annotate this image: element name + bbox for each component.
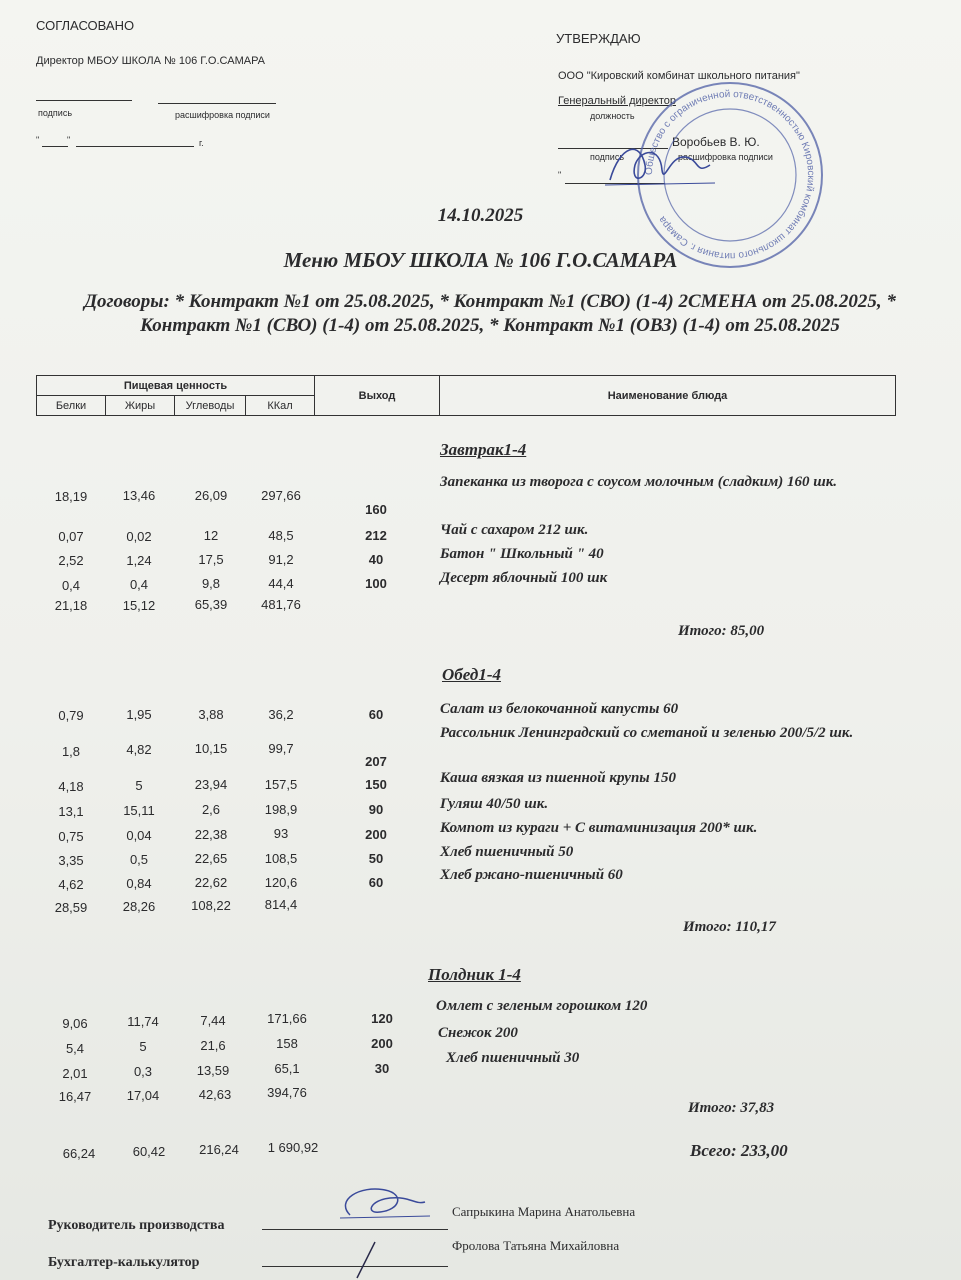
fats-sum: 17,04	[126, 1088, 160, 1103]
kcal-sum: 394,76	[267, 1085, 307, 1100]
section-title-breakfast: Завтрак1-4	[440, 440, 527, 459]
signature-line	[262, 1266, 448, 1267]
fats-value: 1,95	[126, 707, 152, 722]
proteins-value: 0,75	[58, 829, 84, 844]
dish-name: Батон " Школьный " 40	[440, 546, 604, 562]
right-date-line	[565, 183, 665, 184]
col-carbs: Углеводы	[175, 396, 246, 416]
dish-name: Чай с сахаром 212 шк.	[440, 522, 589, 538]
accountant-signature	[345, 1240, 385, 1280]
signature-line	[262, 1229, 448, 1230]
date-month-line	[76, 146, 194, 147]
proteins-sum: 21,18	[54, 598, 88, 613]
kcal-sum: 481,76	[261, 597, 301, 612]
fats-value: 0,02	[126, 529, 152, 544]
kcal-value: 48,5	[268, 528, 294, 543]
caption-decoding: расшифровка подписи	[175, 110, 270, 120]
output-value: 30	[374, 1061, 390, 1076]
carbs-grand-total: 216,24	[199, 1142, 239, 1157]
fats-sum: 15,12	[122, 598, 156, 613]
fats-value: 4,82	[126, 742, 152, 757]
carbs-sum: 42,63	[198, 1087, 232, 1102]
dish-name: Хлеб ржано-пшеничный 60	[440, 867, 623, 883]
kcal-value: 108,5	[264, 851, 298, 866]
proteins-value: 13,1	[58, 804, 84, 819]
section-total	[683, 919, 776, 936]
carbs-value: 12	[203, 528, 219, 543]
fats-value: 15,11	[123, 803, 155, 818]
proteins-value: 18,19	[54, 489, 88, 504]
dish-name: Компот из кураги + С витаминизация 200* шк.	[440, 820, 758, 836]
kcal-value: 93	[273, 826, 289, 841]
date-day-line	[42, 146, 68, 147]
carbs-value: 17,5	[198, 552, 224, 567]
proteins-value: 5,4	[65, 1041, 85, 1056]
dish-name: Омлет с зеленым горошком 120	[436, 998, 648, 1014]
output-value: 160	[365, 502, 387, 517]
caption-position: должность	[590, 111, 635, 121]
kcal-value: 198,9	[264, 802, 298, 817]
grand-total	[690, 1141, 788, 1161]
approval-right-name: Воробьев В. Ю.	[672, 135, 760, 149]
output-value: 90	[368, 802, 384, 817]
approval-right-title: УТВЕРЖДАЮ	[556, 31, 641, 46]
dish-name: Каша вязкая из пшенной крупы 150	[440, 770, 676, 786]
carbs-value: 7,44	[200, 1013, 226, 1028]
proteins-value: 0,07	[58, 529, 84, 544]
dish-name: Салат из белокочанной капусты 60	[440, 701, 679, 717]
output-value: 60	[368, 875, 384, 890]
proteins-value: 4,18	[58, 779, 84, 794]
proteins-value: 0,79	[58, 708, 84, 723]
approval-left-title: СОГЛАСОВАНО	[36, 18, 135, 33]
kcal-value: 171,66	[267, 1011, 307, 1026]
proteins-value: 4,62	[58, 877, 84, 892]
kcal-grand-total: 1 690,92	[267, 1140, 319, 1155]
output-value: 60	[368, 707, 384, 722]
proteins-value: 9,06	[62, 1016, 88, 1031]
col-kcal: ККал	[246, 396, 315, 416]
dish-name: Гуляш 40/50 шк.	[440, 796, 549, 812]
stamp-text: Общество с ограниченной ответственностью Кировский комбинат школьного питания г. Самара	[643, 88, 817, 262]
proteins-sum: 28,59	[54, 900, 88, 915]
col-fats: Жиры	[106, 396, 175, 416]
section-title-snack: Полдник 1-4	[428, 965, 521, 984]
fats-value: 5	[139, 1039, 147, 1054]
carbs-value: 2,6	[201, 802, 221, 817]
kcal-value: 99,7	[268, 741, 294, 756]
output-value: 207	[365, 754, 387, 769]
output-value: 120	[371, 1011, 393, 1026]
right-caption-decoding: расшифровка подписи	[678, 152, 773, 162]
fats-value: 5	[135, 778, 143, 793]
carbs-value: 21,6	[200, 1038, 226, 1053]
signature-name: Фролова Татьяна Михайловна	[452, 1238, 620, 1253]
signature-role: Бухгалтер-калькулятор	[48, 1255, 200, 1270]
kcal-sum: 814,4	[264, 897, 298, 912]
proteins-sum: 16,47	[58, 1089, 92, 1104]
carbs-value: 26,09	[194, 488, 228, 503]
nutrition-header: Пищевая ценность	[37, 376, 315, 396]
carbs-value: 10,15	[194, 741, 228, 756]
proteins-grand-total: 66,24	[62, 1146, 96, 1161]
total-label: Итого:	[688, 1100, 737, 1116]
approval-right-position: Генеральный директор	[558, 95, 676, 107]
fats-grand-total: 60,42	[132, 1144, 166, 1159]
proteins-value: 2,01	[62, 1066, 88, 1081]
output-value: 40	[368, 552, 384, 567]
total-label: Итого:	[678, 623, 727, 639]
dish-name: Снежок 200	[438, 1025, 518, 1041]
fats-value: 11,74	[127, 1014, 159, 1029]
kcal-value: 158	[276, 1036, 298, 1051]
date-quote-open: "	[36, 135, 40, 145]
proteins-value: 1,8	[61, 744, 81, 759]
fats-value: 0,5	[129, 852, 149, 867]
total-value: 37,83	[740, 1100, 775, 1116]
section-total	[688, 1100, 774, 1117]
section-title-lunch: Обед1-4	[442, 665, 501, 684]
kcal-value: 120,6	[264, 875, 298, 890]
svg-text:Общество с ограниченной ответс	[643, 89, 816, 261]
menu-title: Меню МБОУ ШКОЛА № 106 Г.О.САМАРА	[283, 248, 678, 272]
proteins-value: 3,35	[58, 853, 84, 868]
carbs-value: 13,59	[196, 1063, 230, 1078]
grand-total-value: 233,00	[740, 1141, 788, 1160]
date-quote-close: "	[67, 135, 71, 145]
company-stamp	[635, 80, 825, 270]
kcal-value: 65,1	[274, 1061, 300, 1076]
total-value: 85,00	[730, 623, 765, 639]
dish-name-header: Наименование блюда	[440, 376, 896, 416]
kcal-value: 157,5	[264, 777, 298, 792]
dish-name: Запеканка из творога с соусом молочным (сладким) 160 шк.	[440, 474, 838, 490]
kcal-value: 44,4	[268, 576, 294, 591]
carbs-value: 22,62	[194, 875, 228, 890]
date-year-suffix: г.	[199, 138, 204, 148]
fats-value: 1,24	[126, 553, 152, 568]
carbs-sum: 65,39	[194, 597, 228, 612]
output-value: 50	[368, 851, 384, 866]
fats-value: 0,84	[126, 876, 152, 891]
dish-name: Десерт яблочный 100 шк	[440, 570, 608, 586]
carbs-value: 9,8	[201, 576, 221, 591]
menu-table-header	[36, 375, 896, 416]
output-value: 200	[365, 827, 387, 842]
caption-signature: подпись	[38, 108, 73, 118]
right-date-quote: "	[558, 170, 562, 180]
section-total	[678, 623, 764, 640]
kcal-value: 91,2	[268, 552, 294, 567]
fats-sum: 28,26	[122, 899, 156, 914]
signature-role: Руководитель производства	[48, 1218, 225, 1233]
proteins-value: 0,4	[61, 578, 81, 593]
kcal-value: 36,2	[268, 707, 294, 722]
fats-value: 0,04	[126, 828, 152, 843]
total-label: Итого:	[683, 919, 732, 935]
decoding-line	[158, 103, 276, 104]
col-proteins: Белки	[37, 396, 106, 416]
carbs-value: 22,65	[194, 851, 228, 866]
fats-value: 0,4	[129, 577, 149, 592]
output-value: 212	[365, 528, 387, 543]
output-value: 200	[371, 1036, 393, 1051]
signature-line	[36, 100, 132, 101]
output-header: Выход	[315, 376, 440, 416]
dish-name: Рассольник Ленинградский со сметаной и зеленью 200/5/2 шк.	[440, 725, 854, 741]
output-value: 100	[365, 576, 387, 591]
fats-value: 13,46	[122, 488, 156, 503]
contracts-text: Договоры: * Контракт №1 от 25.08.2025, * Контракт №1 (СВО) (1-4) 2СМЕНА от 25.08.2025, * Контракт №1 (СВО) (1-4) от 25.08.2025, * Контракт №1 (ОВЗ) (1-4) от 25.08.2025	[84, 291, 896, 336]
fats-value: 0,3	[133, 1064, 153, 1079]
dish-name: Хлеб пшеничный 30	[446, 1050, 580, 1066]
grand-total-label: Всего:	[690, 1141, 737, 1160]
dish-name: Хлеб пшеничный 50	[440, 844, 574, 860]
proteins-value: 2,52	[58, 553, 84, 568]
total-value: 110,17	[735, 919, 776, 935]
production-head-signature	[330, 1180, 440, 1230]
right-caption-signature: подпись	[590, 152, 625, 162]
approval-right-org: ООО "Кировский комбинат школьного питания"	[558, 70, 800, 82]
carbs-value: 3,88	[198, 707, 224, 722]
carbs-value: 23,94	[194, 777, 228, 792]
approval-left-director: Директор МБОУ ШКОЛА № 106 Г.О.САМАРА	[36, 55, 266, 67]
kcal-value: 297,66	[261, 488, 301, 503]
carbs-sum: 108,22	[191, 898, 231, 913]
output-value: 150	[365, 777, 387, 792]
signature-name: Сапрыкина Марина Анатольевна	[452, 1204, 636, 1219]
carbs-value: 22,38	[194, 827, 228, 842]
menu-date: 14.10.2025	[437, 205, 524, 226]
right-signature-line	[558, 148, 668, 149]
